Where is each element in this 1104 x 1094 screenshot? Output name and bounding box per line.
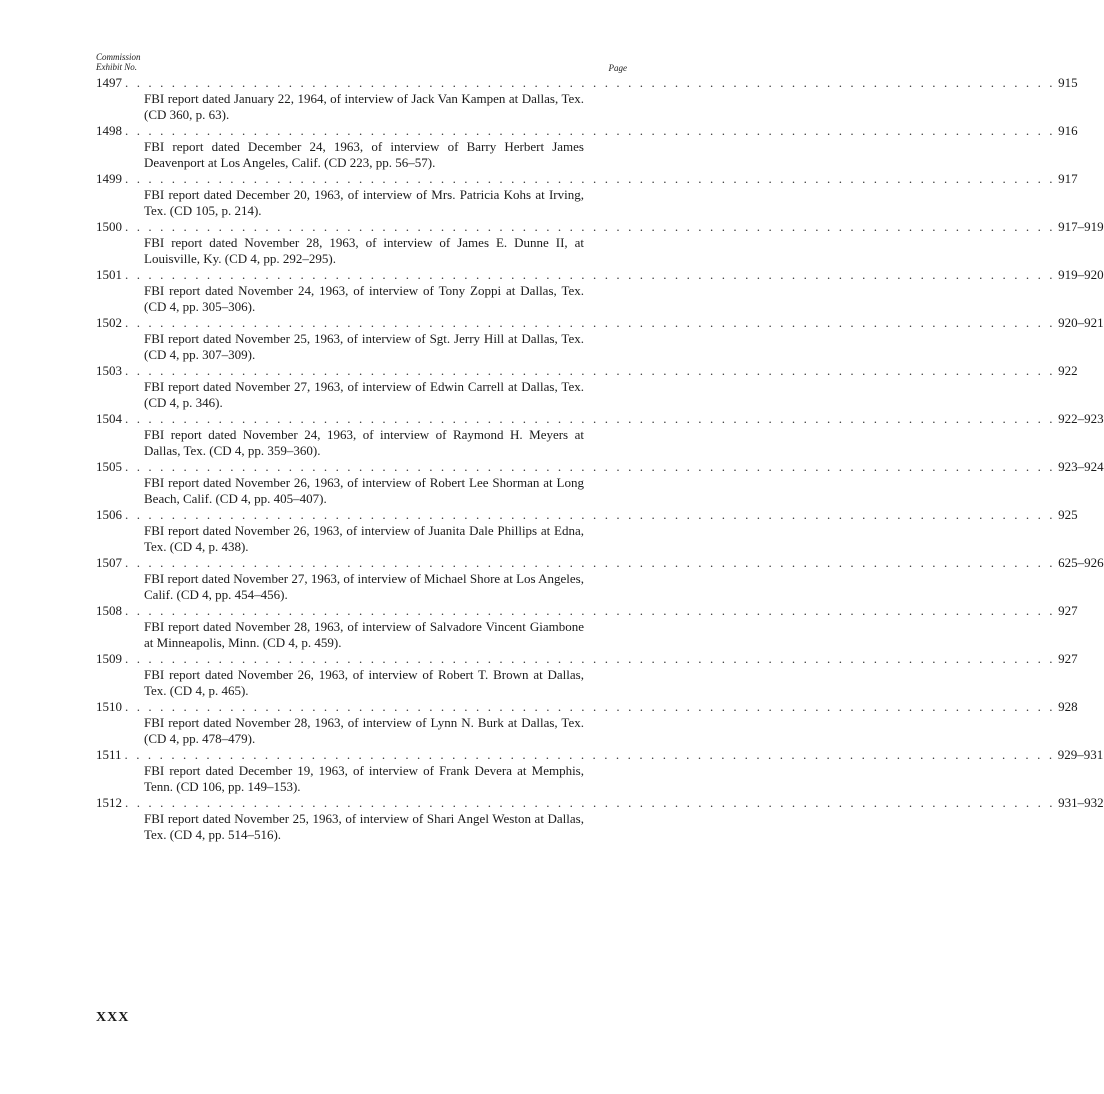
page-reference: 917 [1058, 171, 1078, 186]
exhibit-description: FBI report dated November 25, 1963, of interview of Sgt. Jerry Hill at Dallas, Tex. (CD 4, pp. 307–309). [144, 331, 584, 362]
exhibit-number: 1509 [96, 651, 122, 666]
exhibit-entry [96, 219, 1104, 266]
page-reference: 928 [1058, 699, 1078, 714]
exhibit-number: 1504 [96, 411, 122, 426]
column-header-exhibit [96, 52, 141, 72]
exhibit-number: 1502 [96, 315, 122, 330]
exhibit-number: 1512 [96, 795, 122, 810]
entry-leader-line [96, 171, 1078, 187]
exhibit-entry [96, 411, 1104, 458]
page-reference: 919–920 [1058, 267, 1104, 282]
dot-leader: . . . . . . . . . . . . . . . . . . . . . . . . . . . . . . . . . . . . . . . . . . . . . . . . . . . . . . . . . . . . . . . . . . . . . . . . . . . . . . . . [125, 795, 1056, 810]
exhibit-entry [96, 507, 1078, 554]
dot-leader: . . . . . . . . . . . . . . . . . . . . . . . . . . . . . . . . . . . . . . . . . . . . . . . . . . . . . . . . . . . . . . . . . . . . . . . . . . . . . . . . [124, 747, 1055, 762]
exhibit-description: FBI report dated November 24, 1963, of interview of Raymond H. Meyers at Dallas, Tex. (CD 4, pp. 359–360). [144, 427, 584, 458]
page-reference: 927 [1058, 651, 1078, 666]
column-header-page: Page [608, 63, 627, 73]
exhibit-number: 1500 [96, 219, 122, 234]
exhibit-entry [96, 795, 1104, 842]
page-reference: 925 [1058, 507, 1078, 522]
exhibit-description: FBI report dated December 20, 1963, of interview of Mrs. Patricia Kohs at Irving, Tex. (CD 105, p. 214). [144, 187, 584, 218]
page-reference: 927 [1058, 603, 1078, 618]
entry-leader-line [96, 459, 1104, 475]
entry-leader-line [96, 507, 1078, 523]
dot-leader: . . . . . . . . . . . . . . . . . . . . . . . . . . . . . . . . . . . . . . . . . . . . . . . . . . . . . . . . . . . . . . . . . . . . . . . . . . . . . . . . [125, 555, 1056, 570]
exhibit-entry [96, 363, 1078, 410]
page-reference: 931–932 [1058, 795, 1104, 810]
exhibit-entry [96, 171, 1078, 218]
exhibit-description: FBI report dated December 19, 1963, of interview of Frank Devera at Memphis, Tenn. (CD 106, pp. 149–153). [144, 763, 584, 794]
exhibit-number: 1501 [96, 267, 122, 282]
page-reference: 923–924 [1058, 459, 1104, 474]
exhibit-entry [96, 123, 1078, 170]
exhibit-description: FBI report dated November 25, 1963, of interview of Shari Angel Weston at Dallas, Tex. (CD 4, pp. 514–516). [144, 811, 584, 842]
exhibit-entry [96, 747, 1104, 794]
exhibit-entry [96, 603, 1078, 650]
entry-leader-line [96, 123, 1078, 139]
exhibit-number: 1510 [96, 699, 122, 714]
dot-leader: . . . . . . . . . . . . . . . . . . . . . . . . . . . . . . . . . . . . . . . . . . . . . . . . . . . . . . . . . . . . . . . . . . . . . . . . . . . . . . . . [125, 363, 1056, 378]
dot-leader: . . . . . . . . . . . . . . . . . . . . . . . . . . . . . . . . . . . . . . . . . . . . . . . . . . . . . . . . . . . . . . . . . . . . . . . . . . . . . . . . [125, 123, 1056, 138]
exhibit-number: 1505 [96, 459, 122, 474]
page-reference: 915 [1058, 75, 1078, 90]
dot-leader: . . . . . . . . . . . . . . . . . . . . . . . . . . . . . . . . . . . . . . . . . . . . . . . . . . . . . . . . . . . . . . . . . . . . . . . . . . . . . . . . [125, 411, 1056, 426]
entry-leader-line [96, 555, 1104, 571]
exhibit-number: 1503 [96, 363, 122, 378]
exhibit-description: FBI report dated January 22, 1964, of interview of Jack Van Kampen at Dallas, Tex. (CD 360, p. 63). [144, 91, 584, 122]
exhibit-number: 1507 [96, 555, 122, 570]
dot-leader: . . . . . . . . . . . . . . . . . . . . . . . . . . . . . . . . . . . . . . . . . . . . . . . . . . . . . . . . . . . . . . . . . . . . . . . . . . . . . . . . [125, 699, 1056, 714]
exhibit-description: FBI report dated November 27, 1963, of interview of Edwin Carrell at Dallas, Tex. (CD 4, p. 346). [144, 379, 584, 410]
exhibit-entry [96, 555, 1104, 602]
entry-leader-line [96, 267, 1104, 283]
page-reference: 625–926 [1058, 555, 1104, 570]
entry-leader-line [96, 651, 1078, 667]
exhibit-description: FBI report dated December 24, 1963, of interview of Barry Herbert James Deavenport at Los Angeles, Calif. (CD 223, pp. 56–57). [144, 139, 584, 170]
exhibit-number: 1498 [96, 123, 122, 138]
page-reference: 922 [1058, 363, 1078, 378]
header-commission: Commission [96, 52, 141, 62]
page-reference: 929–931 [1057, 747, 1104, 762]
dot-leader: . . . . . . . . . . . . . . . . . . . . . . . . . . . . . . . . . . . . . . . . . . . . . . . . . . . . . . . . . . . . . . . . . . . . . . . . . . . . . . . . [125, 219, 1056, 234]
dot-leader: . . . . . . . . . . . . . . . . . . . . . . . . . . . . . . . . . . . . . . . . . . . . . . . . . . . . . . . . . . . . . . . . . . . . . . . . . . . . . . . . [125, 603, 1056, 618]
page-reference: 917–919 [1058, 219, 1104, 234]
exhibit-description: FBI report dated November 26, 1963, of interview of Juanita Dale Phillips at Edna, Tex. (CD 4, p. 438). [144, 523, 584, 554]
entry-leader-line [96, 795, 1104, 811]
exhibit-number: 1511 [96, 747, 122, 762]
entry-leader-line [96, 747, 1104, 763]
dot-leader: . . . . . . . . . . . . . . . . . . . . . . . . . . . . . . . . . . . . . . . . . . . . . . . . . . . . . . . . . . . . . . . . . . . . . . . . . . . . . . . . [125, 507, 1056, 522]
exhibit-number: 1508 [96, 603, 122, 618]
page-reference: 920–921 [1058, 315, 1104, 330]
exhibit-entry [96, 315, 1104, 362]
page-reference: 916 [1058, 123, 1078, 138]
entry-leader-line [96, 75, 1078, 91]
header-exhibit-no: Exhibit No. [96, 62, 137, 72]
exhibit-description: FBI report dated November 27, 1963, of interview of Michael Shore at Los Angeles, Calif. (CD 4, pp. 454–456). [144, 571, 584, 602]
exhibit-description: FBI report dated November 26, 1963, of interview of Robert T. Brown at Dallas, Tex. (CD 4, p. 465). [144, 667, 584, 698]
exhibit-number: 1499 [96, 171, 122, 186]
entry-leader-line [96, 315, 1104, 331]
exhibit-description: FBI report dated November 26, 1963, of interview of Robert Lee Shorman at Long Beach, Calif. (CD 4, pp. 405–407). [144, 475, 584, 506]
exhibit-description: FBI report dated November 28, 1963, of interview of James E. Dunne II, at Louisville, Ky. (CD 4, pp. 292–295). [144, 235, 584, 266]
exhibit-description: FBI report dated November 28, 1963, of interview of Lynn N. Burk at Dallas, Tex. (CD 4, pp. 478–479). [144, 715, 584, 746]
entry-leader-line [96, 219, 1104, 235]
dot-leader: . . . . . . . . . . . . . . . . . . . . . . . . . . . . . . . . . . . . . . . . . . . . . . . . . . . . . . . . . . . . . . . . . . . . . . . . . . . . . . . . [125, 267, 1056, 282]
exhibit-number: 1506 [96, 507, 122, 522]
dot-leader: . . . . . . . . . . . . . . . . . . . . . . . . . . . . . . . . . . . . . . . . . . . . . . . . . . . . . . . . . . . . . . . . . . . . . . . . . . . . . . . . [125, 75, 1056, 90]
page-reference: 922–923 [1058, 411, 1104, 426]
exhibit-entry [96, 699, 1078, 746]
page-number-footer: XXX [96, 1010, 130, 1025]
dot-leader: . . . . . . . . . . . . . . . . . . . . . . . . . . . . . . . . . . . . . . . . . . . . . . . . . . . . . . . . . . . . . . . . . . . . . . . . . . . . . . . . [125, 651, 1056, 666]
entry-leader-line [96, 411, 1104, 427]
entry-leader-line [96, 603, 1078, 619]
dot-leader: . . . . . . . . . . . . . . . . . . . . . . . . . . . . . . . . . . . . . . . . . . . . . . . . . . . . . . . . . . . . . . . . . . . . . . . . . . . . . . . . [125, 315, 1056, 330]
dot-leader: . . . . . . . . . . . . . . . . . . . . . . . . . . . . . . . . . . . . . . . . . . . . . . . . . . . . . . . . . . . . . . . . . . . . . . . . . . . . . . . . [125, 459, 1056, 474]
exhibit-description: FBI report dated November 28, 1963, of interview of Salvadore Vincent Giambone at Minneapolis, Minn. (CD 4, p. 459). [144, 619, 584, 650]
exhibit-number: 1497 [96, 75, 122, 90]
exhibit-description: FBI report dated November 24, 1963, of interview of Tony Zoppi at Dallas, Tex. (CD 4, pp. 305–306). [144, 283, 584, 314]
entry-leader-line [96, 363, 1078, 379]
dot-leader: . . . . . . . . . . . . . . . . . . . . . . . . . . . . . . . . . . . . . . . . . . . . . . . . . . . . . . . . . . . . . . . . . . . . . . . . . . . . . . . . [125, 171, 1056, 186]
entry-leader-line [96, 699, 1078, 715]
exhibit-entry [96, 651, 1078, 698]
exhibit-list [96, 75, 1104, 843]
exhibit-entry [96, 267, 1104, 314]
exhibit-entry [96, 459, 1104, 506]
exhibit-entry [96, 75, 1078, 122]
